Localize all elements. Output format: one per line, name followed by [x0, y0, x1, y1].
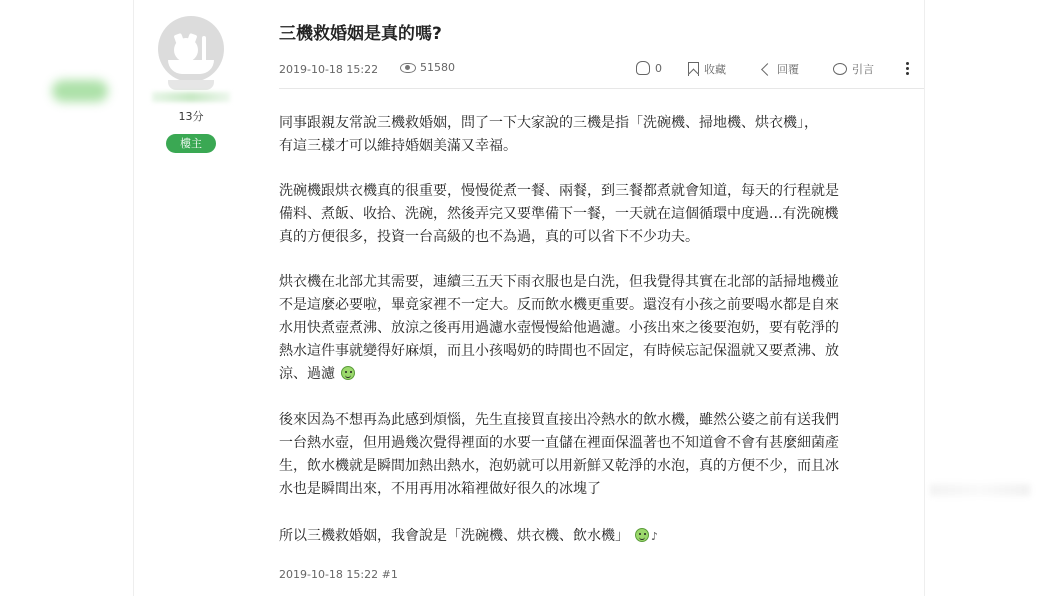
paragraph-5 [279, 525, 658, 548]
avatar[interactable] [158, 16, 224, 82]
header-divider [279, 88, 924, 89]
text-line: 熱水這件事就變得好麻煩，而且小孩喝奶的時間也不固定，有時候忘記保溫就又要煮沸、放 [279, 343, 839, 359]
reply-icon [761, 63, 774, 76]
more-vertical-icon[interactable] [906, 62, 910, 77]
post-title: 三機救婚姻是真的嗎? [279, 24, 442, 44]
avatar-shadow [168, 80, 214, 90]
text-line-with-emoji [279, 525, 658, 548]
blurred-region [930, 484, 1030, 496]
text-line: 水也是瞬間出來，不用再用冰箱裡做好很久的冰塊了 [279, 481, 601, 497]
bookmark-icon [688, 62, 699, 76]
text-line: 水用快煮壺煮沸、放涼之後再用過濾水壺慢慢給他過濾。小孩出來之後要泡奶，要有乾淨的 [279, 320, 839, 336]
clap-icon [636, 61, 650, 75]
view-count [400, 61, 455, 74]
quote-icon [833, 63, 847, 75]
author-score: 13分 [178, 110, 204, 123]
text-line: 洗碗機跟烘衣機真的很重要，慢慢從煮一餐、兩餐，到三餐都煮就會知道，每天的行程就是 [279, 183, 839, 199]
smiley-icon [341, 366, 355, 380]
music-note-icon: ♪ [651, 530, 659, 543]
save-button[interactable] [688, 61, 726, 77]
text-line: 不是這麼必要啦，畢竟家裡不一定大。反而飲水機更重要。還沒有小孩之前要喝水都是自來 [279, 297, 839, 313]
text-line: 真的方便很多，投資一台高級的也不為過，真的可以省下不少功夫。 [279, 229, 699, 245]
author-badge: 樓主 [166, 134, 216, 153]
text-fragment: 所以三機救婚姻，我會說是「洗碗機、烘衣機、飲水機」 [279, 528, 629, 544]
quote-label: 引言 [852, 63, 874, 76]
text-line: 同事跟親友常說三機救婚姻，問了一下大家說的三機是指「洗碗機、掃地機、烘衣機」， [279, 115, 818, 131]
view-count-value: 51580 [420, 61, 455, 74]
smiley-icon [635, 528, 649, 542]
post-meta-bar [279, 61, 919, 79]
like-count: 0 [655, 61, 662, 75]
reply-label: 回覆 [777, 63, 799, 76]
text-line: 烘衣機在北部尤其需要，連續三五天下雨衣服也是白洗，但我覺得其實在北部的話掃地機並 [279, 274, 839, 290]
username-blurred [152, 92, 230, 102]
text-line: 後來因為不想再為此感到煩惱，先生直接買直接出冷熱水的飲水機，雖然公婆之前有送我們 [279, 412, 839, 428]
paragraph-2 [279, 180, 839, 249]
text-fragment: 涼、過濾 [279, 366, 335, 382]
save-label: 收藏 [704, 63, 726, 76]
blurred-label [52, 80, 108, 102]
paragraph-3 [279, 271, 839, 386]
like-button[interactable] [636, 61, 662, 75]
paragraph-1 [279, 112, 818, 158]
quote-button[interactable] [833, 61, 874, 77]
text-line: 一台熱水壺，但用過幾次覺得裡面的水要一直儲在裡面保溫著也不知道會不會有甚麼細菌產 [279, 435, 839, 451]
avatar-head [174, 38, 198, 62]
text-line: 備料、煮飯、收拾、洗碗，然後弄完又要準備下一餐，一天就在這個循環中度過...有洗碗機 [279, 206, 839, 222]
reply-button[interactable] [760, 61, 799, 77]
text-line: 生，飲水機就是瞬間加熱出熱水，泡奶就可以用新鮮又乾淨的水泡，真的方便不少，而且冰 [279, 458, 839, 474]
text-line: 有這三樣才可以維持婚姻美滿又幸福。 [279, 138, 517, 154]
text-line-with-emoji [279, 363, 839, 386]
post-date: 2019-10-18 15:22 [279, 63, 379, 76]
paragraph-4 [279, 409, 839, 501]
avatar-bowl [168, 60, 214, 74]
post-footer: 2019-10-18 15:22 #1 [279, 568, 398, 581]
eye-icon [400, 63, 416, 73]
